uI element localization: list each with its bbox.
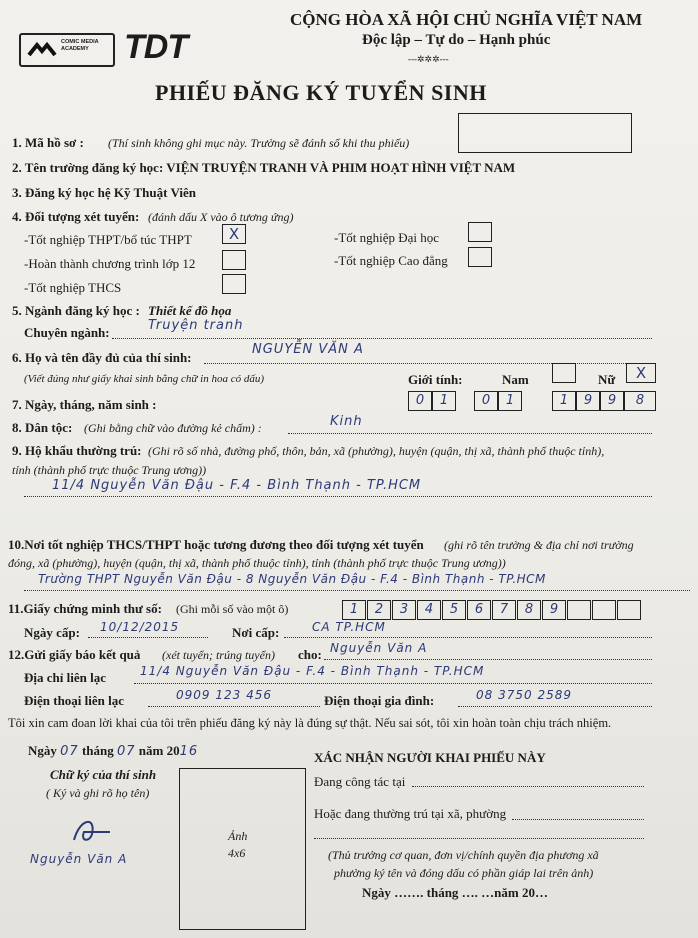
issue-place-value[interactable]: CA TP.HCM: [312, 620, 386, 634]
male-checkbox[interactable]: [552, 363, 576, 383]
id-digit-cell[interactable]: 6: [467, 600, 491, 620]
addr-label: Địa chỉ liên lạc: [24, 670, 106, 685]
id-digit-cell[interactable]: 2: [367, 600, 391, 620]
photo-size: 4x6: [228, 846, 246, 860]
opt-college-label: -Tốt nghiệp Cao đẳng: [334, 253, 448, 268]
opt-college-checkbox[interactable]: [468, 247, 492, 267]
confirm-date: Ngày ……. tháng …. …năm 20…: [362, 885, 548, 900]
s10-label: 10.Nơi tốt nghiệp THCS/THPT hoặc tương đương theo đối tượng xét tuyển: [8, 537, 424, 552]
female-checkbox[interactable]: X: [626, 363, 656, 383]
s9-note1: (Ghi rõ số nhà, đường phố, thôn, bản, xã (phường), huyện (quận, thị xã, thành phố thuộc tỉnh),: [148, 444, 605, 458]
s9-label: 9. Hộ khẩu thường trú:: [12, 443, 142, 458]
s5-label: 5. Ngành đăng ký học :: [12, 303, 140, 318]
s6-label: 6. Họ và tên đầy đủ của thí sinh:: [12, 350, 192, 365]
sign-date-prefix: Ngày: [28, 743, 57, 758]
signature-note: ( Ký và ghi rõ họ tên): [46, 786, 150, 800]
confirm-line2: Hoặc đang thường trú tại xã, phường: [314, 806, 507, 821]
s10-note1: (ghi rõ tên trường & địa chỉ nơi trường: [444, 538, 634, 552]
opt-grade12-checkbox[interactable]: [222, 250, 246, 270]
s6-note: (Viết đúng như giấy khai sinh bằng chữ in hoa có dấu): [24, 373, 265, 385]
issue-date-value[interactable]: 10/12/2015: [100, 620, 180, 634]
confirm-note2: phường ký tên và đóng dấu có phần giáp lai trên ảnh): [334, 866, 594, 880]
s4-note: (đánh dấu X vào ô tương ứng): [148, 210, 294, 224]
id-digit-cell[interactable]: 1: [342, 600, 366, 620]
opt-thcs-checkbox[interactable]: [222, 274, 246, 294]
s11-label: 11.Giấy chứng minh thư số:: [8, 601, 162, 616]
opt-thpt-label: -Tốt nghiệp THPT/bổ túc THPT: [24, 232, 192, 247]
dob-year-2[interactable]: 9: [576, 391, 600, 411]
tdt-logo: TDT: [124, 28, 188, 66]
id-digit-cell[interactable]: 3: [392, 600, 416, 620]
s8-note: (Ghi bằng chữ vào đường kẻ chấm) :: [84, 421, 262, 435]
s8-label: 8. Dân tộc:: [12, 420, 73, 435]
dob-year-1[interactable]: 1: [552, 391, 576, 411]
sign-year-label: năm 20: [138, 743, 180, 758]
motto: Độc lập – Tự do – Hạnh phúc: [362, 32, 551, 48]
signature-mark[interactable]: [60, 812, 130, 852]
issue-place-label: Nơi cấp:: [232, 625, 280, 640]
opt-thcs-label: -Tốt nghiệp THCS: [24, 280, 122, 295]
dob-year-4[interactable]: 8: [624, 391, 656, 411]
male-label: Nam: [502, 372, 529, 387]
declaration: Tôi xin cam đoan lời khai của tôi trên phiếu đăng ký này là đúng sự thật. Nếu sai sót, tôi xin hoàn toàn chịu trách nhiệm.: [8, 716, 612, 730]
s2-label: 2. Tên trường đăng ký học: VIỆN TRUYỆN TRANH VÀ PHIM HOẠT HÌNH VIỆT NAM: [12, 160, 516, 175]
photo-label: Ảnh: [228, 829, 248, 843]
female-label: Nữ: [598, 372, 616, 387]
ornament: ---✲✲✲---: [408, 54, 449, 64]
opt-grade12-label: -Hoàn thành chương trình lớp 12: [24, 256, 196, 271]
recipient-value[interactable]: Nguyễn Văn A: [330, 641, 428, 655]
sign-date: [28, 743, 198, 759]
sign-month[interactable]: 07: [116, 744, 136, 759]
dob-month-2[interactable]: 1: [498, 391, 522, 411]
confirm-note1: (Thủ trưởng cơ quan, đơn vị/chính quyền địa phương xã: [328, 848, 599, 862]
phone-label: Điện thoại liên lạc: [24, 693, 125, 708]
dob-day-1[interactable]: 0: [408, 391, 432, 411]
confirm-title: XÁC NHẬN NGƯỜI KHAI PHIẾU NÀY: [314, 750, 546, 765]
s12-note: (xét tuyển; trúng tuyển): [162, 648, 275, 662]
opt-thpt-checkbox[interactable]: X: [222, 224, 246, 244]
page-title: PHIẾU ĐĂNG KÝ TUYỂN SINH: [155, 80, 487, 105]
signature-label: Chữ ký của thí sinh: [50, 767, 157, 782]
comic-media-academy-logo: [19, 33, 115, 67]
dob-year-3[interactable]: 9: [600, 391, 624, 411]
major-value: Thiết kế đồ họa: [148, 303, 232, 318]
opt-university-label: -Tốt nghiệp Đại học: [334, 230, 440, 245]
home-phone-label: Điện thoại gia đình:: [324, 693, 435, 708]
id-digit-cell[interactable]: 7: [492, 600, 516, 620]
dob-month-1[interactable]: 0: [474, 391, 498, 411]
opt-university-checkbox[interactable]: [468, 222, 492, 242]
s7-label: 7. Ngày, tháng, năm sinh :: [12, 397, 157, 412]
school-value[interactable]: Trường THPT Nguyễn Văn Đậu - 8 Nguyễn Văn Đậu - F.4 - Bình Thạnh - TP.HCM: [38, 572, 546, 586]
s11-note: (Ghi mỗi số vào một ô): [176, 602, 289, 616]
logo1-text: COMIC MEDIA ACADEMY: [61, 39, 99, 52]
id-digit-cell[interactable]: [567, 600, 591, 620]
id-digit-cell[interactable]: 4: [417, 600, 441, 620]
issue-date-label: Ngày cấp:: [24, 625, 80, 640]
id-digit-cell[interactable]: 9: [542, 600, 566, 620]
s12-to: cho:: [298, 647, 322, 662]
residence-value[interactable]: 11/4 Nguyễn Văn Đậu - F.4 - Bình Thạnh - TP.HCM: [52, 478, 422, 493]
phone-value[interactable]: 0909 123 456: [176, 688, 272, 702]
sign-day[interactable]: 07: [60, 744, 79, 759]
ethnicity-value[interactable]: Kinh: [330, 414, 363, 429]
spec-label: Chuyên ngành:: [24, 325, 110, 340]
s3-label: 3. Đăng ký học hệ Kỹ Thuật Viên: [12, 185, 196, 200]
sign-month-label: tháng: [81, 743, 114, 758]
s1-note: (Thí sinh không ghi mục này. Trường sẽ đánh số khi thu phiếu): [108, 136, 410, 150]
s9-note2: tỉnh (thành phố trực thuộc Trung ương)): [12, 463, 207, 477]
id-digit-cell[interactable]: 5: [442, 600, 466, 620]
fullname-value[interactable]: NGUYỄN VĂN A: [252, 342, 364, 357]
confirm-line1: Đang công tác tại: [314, 774, 406, 789]
s10-note2: đóng, xã (phường), huyện (quận, thị xã, thành phố thuộc tỉnh), tỉnh (thành phố trực thuộc Trung ương)): [8, 556, 506, 570]
s4-label: 4. Đối tượng xét tuyển:: [12, 209, 140, 224]
spec-value[interactable]: Truyện tranh: [148, 318, 244, 333]
s12-label: 12.Gửi giấy báo kết quả: [8, 647, 141, 662]
home-phone-value[interactable]: 08 3750 2589: [476, 688, 572, 702]
id-digit-cell[interactable]: 8: [517, 600, 541, 620]
id-digit-cell[interactable]: [592, 600, 616, 620]
s1-label: 1. Mã hồ sơ :: [12, 135, 84, 150]
sign-year[interactable]: 16: [179, 744, 199, 759]
nation-title: CỘNG HÒA XÃ HỘI CHỦ NGHĨA VIỆT NAM: [290, 10, 643, 29]
gender-label: Giới tính:: [408, 372, 463, 387]
id-digit-cell[interactable]: [617, 600, 641, 620]
signature-name: Nguyễn Văn A: [30, 852, 128, 866]
addr-value[interactable]: 11/4 Nguyễn Văn Đậu - F.4 - Bình Thạnh - TP.HCM: [140, 664, 485, 678]
file-code-box[interactable]: [458, 113, 632, 153]
dob-day-2[interactable]: 1: [432, 391, 456, 411]
